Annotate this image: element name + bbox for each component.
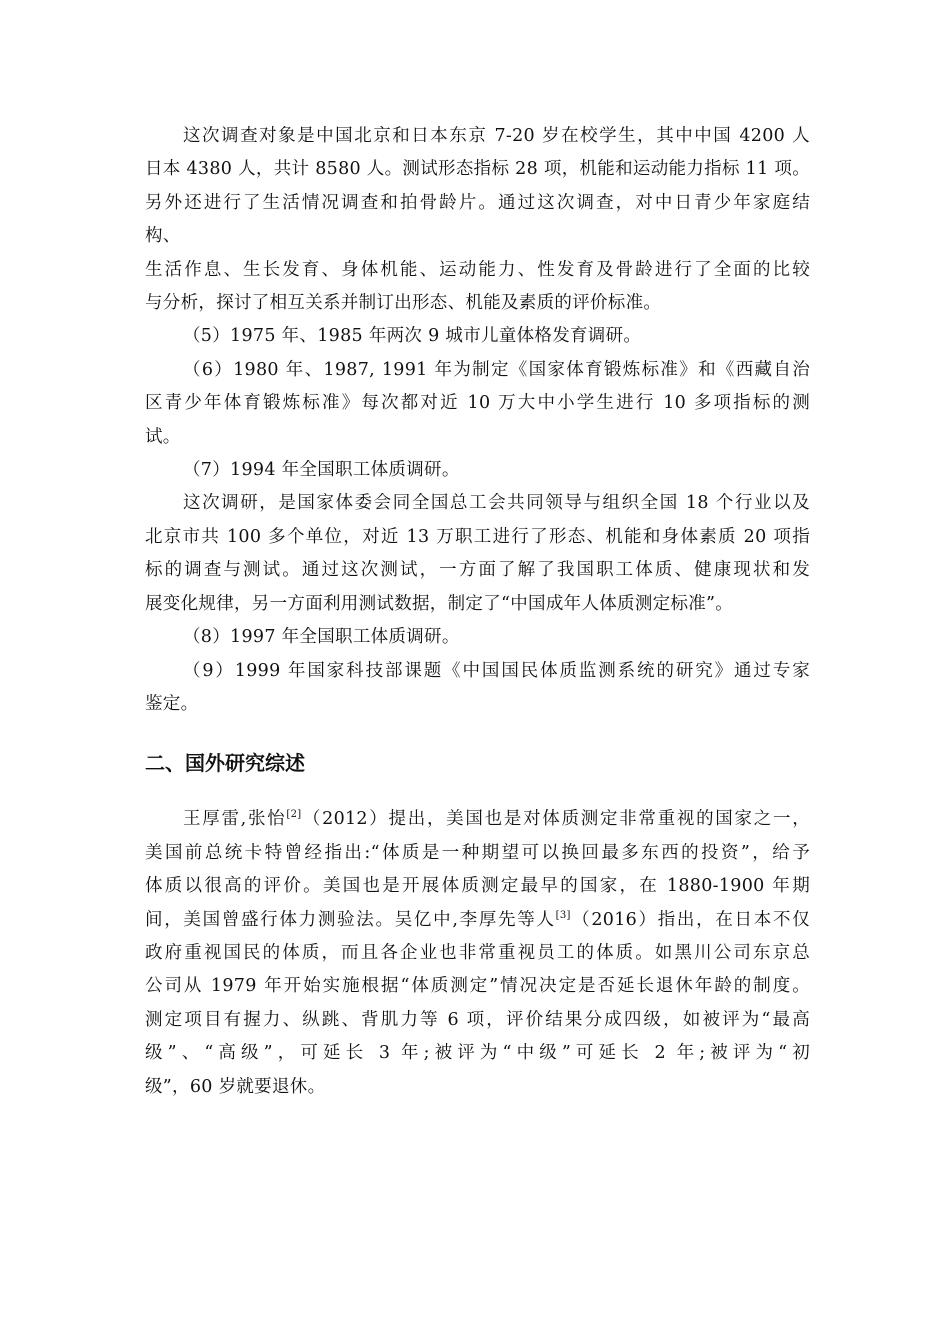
- citation-ref: [2]: [286, 809, 302, 821]
- text-fragment: （2016）指出，在日本不仅: [570, 909, 810, 930]
- section-heading: 二、国外研究综述: [145, 751, 305, 776]
- list-item-5: [145, 320, 810, 353]
- text-line: 北京市共 100 多个单位，对近 13 万职工进行了形态、机能和身体素质 20 项指: [145, 526, 810, 547]
- text-line: 这次调研，是国家体委会同全国总工会共同领导与组织全国 18 个行业以及: [183, 493, 810, 514]
- text-line: 级”，60 岁就要退休。: [145, 1076, 326, 1097]
- text-line: 测定项目有握力、纵跳、背肌力等 6 项，评价结果分成四级，如被评为“最高: [145, 1009, 810, 1030]
- text-line: 展变化规律，另一方面利用测试数据，制定了“中国成年人体质测定标准”。: [145, 593, 734, 614]
- text-line: 日本 4380 人，共计 8580 人。测试形态指标 28 项，机能和运动能力指标 11 项。: [145, 159, 810, 180]
- list-item-6: [145, 354, 810, 454]
- paragraph-worker-survey: [145, 487, 810, 621]
- text-fragment: 王厚雷,张怡: [183, 809, 287, 830]
- text-line: 美国前总统卡特曾经指出:“体质是一种期望可以换回最多东西的投资”，给予: [145, 842, 810, 863]
- list-item-8: [145, 621, 810, 654]
- paragraph-foreign-research: [145, 803, 810, 1104]
- text-line: 鉴定。: [145, 693, 199, 714]
- citation-ref: [3]: [555, 909, 571, 921]
- text-line: 生活作息、生长发育、身体机能、运动能力、性发育及骨龄进行了全面的比较: [145, 259, 810, 280]
- text-line: 政府重视国民的体质，而且各企业也非常重视员工的体质。如黑川公司东京总: [145, 942, 810, 963]
- text-line: 这次调查对象是中国北京和日本东京 7-20 岁在校学生，其中中国 4200 人: [183, 126, 810, 146]
- list-item-7: [145, 454, 810, 487]
- page-content: [145, 120, 810, 1104]
- text-fragment: 间，美国曾盛行体力测验法。吴亿中,李厚先等人: [145, 909, 556, 930]
- paragraph-survey-sino-japan: [145, 120, 810, 320]
- list-item-9: [145, 655, 810, 722]
- text-line: [145, 803, 810, 836]
- text-line: （6）1980 年、1987, 1991 年为制定《国家体育锻炼标准》和《西藏自治: [183, 359, 810, 380]
- text-fragment: （2012）提出，美国也是对体质测定非常重视的国家之一，: [301, 809, 810, 830]
- text-line: 级”、“高级”，可延长 3 年;被评为“中级”可延长 2 年;被评为“初: [145, 1043, 810, 1064]
- text-line: [145, 904, 810, 937]
- text-line: （7）1994 年全国职工体质调研。: [183, 460, 460, 481]
- text-line: 标的调查与测试。通过这次测试，一方面了解了我国职工体质、健康现状和发: [145, 560, 810, 581]
- text-line: （8）1997 年全国职工体质调研。: [183, 627, 460, 648]
- text-line: （9）1999 年国家科技部课题《中国国民体质监测系统的研究》通过专家: [183, 660, 810, 681]
- text-line: （5）1975 年、1985 年两次 9 城市儿童体格发育调研。: [183, 326, 642, 347]
- text-line: 公司从 1979 年开始实施根据“体质测定”情况决定是否延长退休年龄的制度。: [145, 976, 810, 997]
- text-line: 构、: [145, 226, 181, 247]
- text-line: 区青少年体育锻炼标准》每次都对近 10 万大中小学生进行 10 多项指标的测: [145, 393, 810, 414]
- text-line: 体质以很高的评价。美国也是开展体质测定最早的国家，在 1880-1900 年期: [145, 876, 810, 897]
- text-line: 试。: [145, 426, 181, 447]
- text-line: 另外还进行了生活情况调查和拍骨龄片。通过这次调查，对中日青少年家庭结: [145, 192, 810, 213]
- text-line: 与分析，探讨了相互关系并制订出形态、机能及素质的评价标准。: [145, 293, 662, 314]
